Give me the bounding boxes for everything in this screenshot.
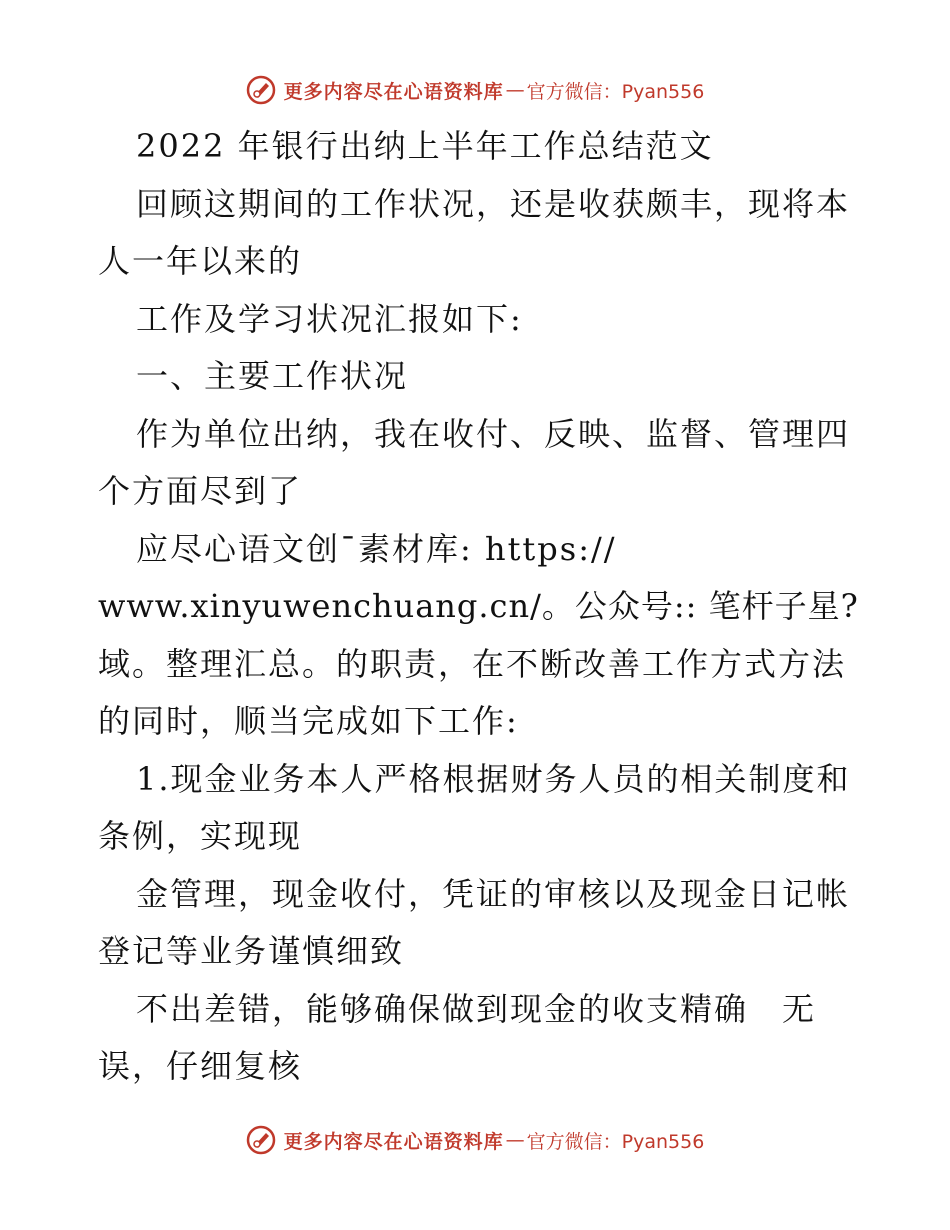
- section-heading: [98, 348, 858, 406]
- paragraph-line: [98, 291, 858, 349]
- line-text: 条例，实现现: [98, 817, 303, 855]
- line-text: 个方面尽到了: [98, 472, 303, 510]
- banner-title: 更多内容尽在心语资料库: [283, 80, 504, 103]
- footer-banner: [0, 1118, 950, 1162]
- line-text: 回顾这期间的工作状况，还是收获颇丰，现将本: [136, 184, 851, 223]
- line-text: 不出差错，能够确保做到现金的收支精确 无: [136, 989, 817, 1028]
- list-item: [98, 751, 858, 809]
- logo-icon: [246, 1125, 276, 1155]
- line-text: 1.现金业务本人严格根据财务人员的相关制度和: [136, 759, 851, 798]
- paragraph-line: [98, 406, 858, 464]
- paragraph-line: [98, 636, 858, 694]
- banner-separator: —: [505, 1129, 525, 1151]
- paragraph-line: [98, 923, 858, 981]
- banner-wechat: 官方微信：Pyan556: [526, 1130, 705, 1153]
- paragraph-line: [98, 693, 858, 751]
- paragraph-line: [98, 521, 858, 579]
- line-text: www.xinyuwenchuang.cn/。公众号:: 笔杆子星?: [98, 587, 859, 625]
- paragraph-line: [98, 233, 858, 291]
- paragraph-line: [98, 463, 858, 521]
- banner-title: 更多内容尽在心语资料库: [283, 1130, 504, 1153]
- paragraph-line: [98, 176, 858, 234]
- paragraph-line: [98, 578, 858, 636]
- line-text: 一、主要工作状况: [136, 357, 409, 395]
- document-body: [98, 118, 858, 1096]
- line-text: 工作及学习状况汇报如下:: [136, 299, 523, 338]
- line-text: 作为单位出纳，我在收付、反映、监督、管理四: [136, 414, 851, 453]
- paragraph-line: [98, 1038, 858, 1096]
- paragraph-line: [98, 808, 858, 866]
- paragraph-line: [98, 866, 858, 924]
- line-text: 的同时，顺当完成如下工作:: [98, 702, 519, 740]
- banner-separator: —: [505, 79, 525, 101]
- line-text: 误，仔细复核: [98, 1047, 303, 1085]
- paragraph-line: [98, 981, 858, 1039]
- line-text: 域。整理汇总。的职责，在不断改善工作方式方法: [98, 644, 847, 683]
- document-title: [98, 118, 858, 176]
- line-text: 应尽心语文创¯素材库: https://: [136, 529, 617, 568]
- line-text: 金管理，现金收付，凭证的审核以及现金日记帐: [136, 874, 851, 913]
- header-banner: [0, 68, 950, 112]
- line-text: 登记等业务谨慎细致: [98, 932, 405, 970]
- line-text: 人一年以来的: [98, 242, 303, 280]
- logo-icon: [246, 75, 276, 105]
- banner-wechat: 官方微信：Pyan556: [526, 80, 705, 103]
- line-text: 2022 年银行出纳上半年工作总结范文: [136, 127, 714, 165]
